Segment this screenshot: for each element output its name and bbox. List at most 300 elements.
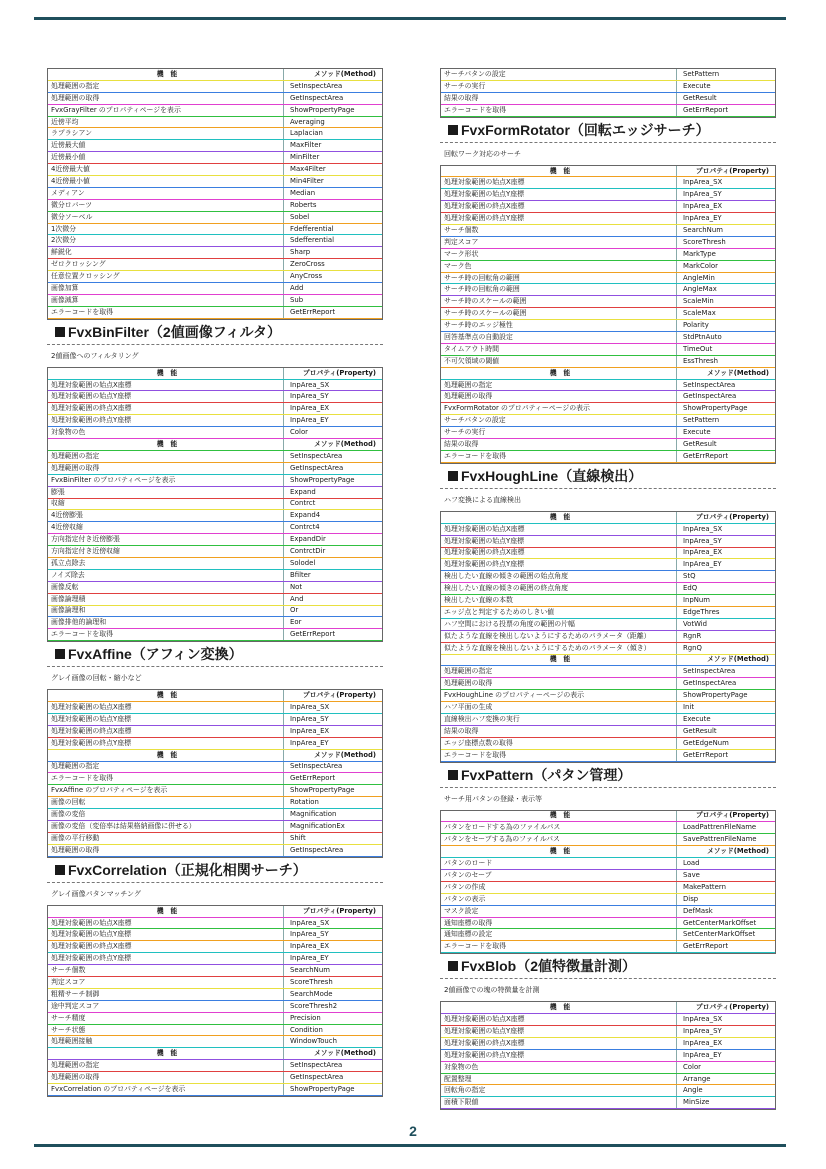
function-name: 回転角の指定: [444, 1086, 486, 1095]
member-name: Sharp: [283, 247, 382, 258]
function-name: 1次微分: [51, 224, 77, 233]
function-name: 処理対象範囲の終点X座標: [444, 202, 525, 211]
table-row: [48, 845, 382, 857]
table-row: [441, 451, 775, 463]
function-name: エラーコードを取得: [444, 750, 507, 759]
function-name: パタンをロードする為のファイルパス: [444, 823, 561, 832]
table-row: [48, 152, 382, 164]
table-row: [441, 201, 775, 213]
table-row: [48, 977, 382, 989]
table-row: [48, 965, 382, 977]
member-name: InpArea_EY: [676, 213, 775, 224]
member-name: InpArea_EY: [676, 1050, 775, 1061]
table-row: [441, 320, 775, 332]
member-name: Execute: [676, 427, 775, 438]
member-name: ScoreThresh: [283, 977, 382, 988]
table-row: [48, 271, 382, 283]
member-name: ScoreThresh: [676, 237, 775, 248]
member-name: VotWid: [676, 619, 775, 630]
table-row: [48, 918, 382, 930]
member-name: InpArea_SY: [283, 929, 382, 940]
left-column: [47, 68, 383, 1097]
member-name: Sobel: [283, 212, 382, 223]
member-name: MarkType: [676, 249, 775, 260]
table-row: [441, 391, 775, 403]
member-name: GetErrReport: [283, 629, 382, 640]
member-name: ShowPropertyPage: [676, 690, 775, 701]
header-function-label: 機 能: [549, 166, 571, 175]
function-name: FvxCorrelation のプロパティページを表示: [51, 1084, 186, 1093]
function-name: サーチ時の回転角の範囲: [444, 273, 520, 282]
table-row: [48, 797, 382, 809]
header-member-label: プロパティ(Property): [676, 512, 775, 523]
section-title: [47, 642, 383, 667]
table-row: [441, 81, 775, 93]
member-name: MakePattern: [676, 882, 775, 893]
spec-table: [440, 165, 776, 464]
spec-table: [47, 905, 383, 1097]
table-row: [441, 583, 775, 595]
member-name: EssThresh: [676, 356, 775, 367]
function-name: 処理範囲接触: [51, 1037, 93, 1046]
function-name: 処理対象範囲の終点X座標: [51, 942, 132, 951]
table-row: [48, 176, 382, 188]
function-name: 似たような直線を検出しないようにするためのパラメータ（距離）: [444, 631, 651, 640]
function-name: 処理対象範囲の始点Y座標: [444, 1026, 525, 1035]
spec-table: [440, 511, 776, 763]
table-row: [48, 1025, 382, 1037]
table-row: [441, 225, 775, 237]
table-row: [441, 1014, 775, 1026]
section-title-text: FvxHoughLine（直線検出）: [461, 467, 643, 484]
member-name: InpArea_EX: [676, 201, 775, 212]
member-name: Rotation: [283, 797, 382, 808]
function-name: エラーコードを取得: [51, 307, 114, 316]
member-name: GetInspectArea: [283, 93, 382, 104]
header-member-label: メソッド(Method): [676, 368, 775, 379]
function-name: 処理範囲の指定: [51, 1061, 100, 1070]
table-row: [441, 548, 775, 560]
section-title: [440, 954, 776, 979]
table-row: [441, 834, 775, 846]
table-row: [48, 522, 382, 534]
function-name: 処理範囲の指定: [51, 762, 100, 771]
header-function-label: 機 能: [549, 847, 571, 856]
section-description: 2値画像へのフィルタリング: [51, 351, 139, 360]
table-row: [441, 344, 775, 356]
function-name: 4近傍膨張: [51, 511, 83, 520]
function-name: 処理対象範囲の始点Y座標: [444, 190, 525, 199]
section-description: ハフ変換による直線検出: [444, 495, 521, 504]
table-row: [48, 415, 382, 427]
function-name: サーチ時のエッジ極性: [444, 321, 513, 330]
function-name: ハフ空間における投票の角度の範囲の片幅: [444, 619, 575, 628]
header-function-label: 機 能: [549, 811, 571, 820]
function-name: エラーコードを取得: [51, 630, 114, 639]
member-name: InpArea_EY: [283, 738, 382, 749]
section-title-text: FvxBlob（2値特徴量計測）: [461, 958, 637, 975]
function-name: 処理範囲の取得: [51, 93, 100, 102]
table-row: [48, 391, 382, 403]
function-name: 処理範囲の取得: [51, 463, 100, 472]
header-member-label: プロパティ(Property): [283, 906, 382, 917]
member-name: InpArea_EX: [283, 403, 382, 414]
member-name: InpArea_SY: [283, 714, 382, 725]
table-row: [48, 235, 382, 247]
function-name: 途中判定スコア: [51, 1001, 100, 1010]
function-name: 孤立点除去: [51, 558, 86, 567]
member-name: Or: [283, 606, 382, 617]
section-description: 2値画像での塊の特徴量を計測: [444, 986, 540, 995]
function-name: 処理対象範囲の始点X座標: [444, 1015, 525, 1024]
function-name: 処理対象範囲の終点Y座標: [51, 738, 132, 747]
table-row: [48, 570, 382, 582]
member-name: Expand4: [283, 510, 382, 521]
header-function-label: 機 能: [549, 1003, 571, 1012]
table-row: [441, 189, 775, 201]
table-row: [441, 380, 775, 392]
table-row: [441, 918, 775, 930]
function-name: サーチの実行: [444, 428, 486, 437]
member-name: SetCenterMarkOffset: [676, 929, 775, 940]
function-name: 面積下限値: [444, 1098, 479, 1107]
table-row: [48, 714, 382, 726]
table-row: [48, 451, 382, 463]
section-title-text: FvxCorrelation（正規化相関サーチ）: [68, 861, 307, 878]
table-row: [441, 69, 775, 81]
function-name: 粗精サーチ制御: [51, 989, 100, 998]
table-row: [48, 546, 382, 558]
function-name: 4近傍収縮: [51, 523, 83, 532]
function-name: 近傍最大値: [51, 141, 86, 150]
member-name: InpArea_SY: [676, 189, 775, 200]
spec-table: [47, 367, 383, 642]
function-name: 通知座標の設定: [444, 930, 493, 939]
table-row: [48, 510, 382, 522]
table-row: [441, 906, 775, 918]
table-row: [441, 571, 775, 583]
table-header-row: [441, 846, 775, 858]
function-name: マーク形状: [444, 249, 479, 258]
function-name: 処理対象範囲の始点X座標: [444, 178, 525, 187]
function-name: サーチ個数: [444, 225, 479, 234]
member-name: GetCenterMarkOffset: [676, 918, 775, 929]
member-name: EdgeThres: [676, 607, 775, 618]
spec-table: [440, 1001, 776, 1110]
function-name: エラーコードを取得: [444, 451, 507, 460]
member-name: InpArea_SX: [676, 524, 775, 535]
table-row: [48, 140, 382, 152]
table-row: [48, 128, 382, 140]
table-row: [48, 117, 382, 129]
section-description: 回転ワーク対応のサーチ: [444, 149, 521, 158]
table-row: [441, 273, 775, 285]
page-number: 2: [409, 1123, 417, 1139]
function-name: 微分ロバーツ: [51, 200, 93, 209]
table-row: [441, 702, 775, 714]
table-row: [441, 941, 775, 953]
section-title-text: FvxPattern（パタン管理）: [461, 766, 632, 783]
table-row: [48, 164, 382, 176]
member-name: Averaging: [283, 117, 382, 128]
function-name: サーチパタンの設定: [444, 69, 506, 78]
header-function-label: 機 能: [156, 368, 178, 377]
table-row: [48, 224, 382, 236]
function-name: 直線検出ハフ変換の実行: [444, 714, 520, 723]
function-name: 4近傍最大値: [51, 165, 90, 174]
table-row: [48, 534, 382, 546]
member-name: InpArea_SY: [283, 391, 382, 402]
table-row: [441, 1097, 775, 1109]
function-name: サーチ精度: [51, 1013, 86, 1022]
function-name: 処理対象範囲の終点X座標: [444, 1038, 525, 1047]
table-row: [48, 558, 382, 570]
member-name: Laplacian: [283, 128, 382, 139]
table-row: [48, 403, 382, 415]
table-row: [441, 894, 775, 906]
table-row: [48, 726, 382, 738]
function-name: 不可欠領域の閾値: [444, 356, 500, 365]
member-name: AngleMax: [676, 284, 775, 295]
member-name: InpArea_EX: [676, 1038, 775, 1049]
table-row: [441, 284, 775, 296]
function-name: 処理対象範囲の始点Y座標: [444, 536, 525, 545]
member-name: RgnQ: [676, 643, 775, 654]
table-row: [441, 427, 775, 439]
member-name: Solodel: [283, 558, 382, 569]
function-name: 近傍平均: [51, 117, 79, 126]
member-name: ShowPropertyPage: [283, 475, 382, 486]
member-name: InpArea_EX: [283, 726, 382, 737]
member-name: InpArea_EY: [283, 415, 382, 426]
table-row: [441, 870, 775, 882]
table-row: [441, 439, 775, 451]
header-member-label: メソッド(Method): [283, 69, 382, 80]
member-name: SavePattrenFileName: [676, 834, 775, 845]
member-name: GetInspectArea: [676, 678, 775, 689]
function-name: 処理対象範囲の終点X座標: [51, 726, 132, 735]
table-row: [48, 785, 382, 797]
function-name: 処理対象範囲の終点Y座標: [51, 416, 132, 425]
table-row: [441, 559, 775, 571]
member-name: Add: [283, 283, 382, 294]
member-name: Init: [676, 702, 775, 713]
function-name: 収縮: [51, 499, 65, 508]
table-row: [48, 594, 382, 606]
function-name: 処理対象範囲の始点X座標: [51, 380, 132, 389]
function-name: 処理範囲の取得: [444, 679, 493, 688]
table-row: [441, 1026, 775, 1038]
member-name: ShowPropertyPage: [283, 785, 382, 796]
bottom-rule: [34, 1144, 786, 1147]
table-row: [441, 403, 775, 415]
member-name: InpArea_EX: [283, 941, 382, 952]
table-row: [441, 738, 775, 750]
section-title-text: FvxFormRotator（回転エッジサーチ）: [461, 121, 710, 138]
member-name: Bfilter: [283, 570, 382, 581]
member-name: SetInspectArea: [676, 380, 775, 391]
function-name: パタンのセーブ: [444, 870, 492, 879]
function-name: 処理対象範囲の始点Y座標: [51, 930, 132, 939]
function-name: 判定スコア: [444, 237, 479, 246]
member-name: Angle: [676, 1085, 775, 1096]
function-name: エッジ点と判定するためのしきい値: [444, 607, 555, 616]
member-name: And: [283, 594, 382, 605]
table-header-row: [48, 750, 382, 762]
member-name: RgnR: [676, 631, 775, 642]
function-name: 方向指定付き近傍収縮: [51, 547, 120, 556]
function-name: FvxHoughLine のプロパティーページの表示: [444, 691, 585, 700]
member-name: DefMask: [676, 906, 775, 917]
function-name: 画像論理和: [51, 606, 86, 615]
table-row: [48, 1060, 382, 1072]
member-name: Color: [676, 1062, 775, 1073]
table-row: [48, 380, 382, 392]
table-row: [48, 1036, 382, 1048]
header-function-label: 機 能: [156, 1049, 178, 1058]
function-name: 結果の取得: [444, 93, 479, 102]
spec-table: [440, 68, 776, 118]
function-name: メディアン: [51, 188, 85, 197]
member-name: GetEdgeNum: [676, 738, 775, 749]
member-name: SetInspectArea: [283, 451, 382, 462]
table-row: [441, 415, 775, 427]
function-name: 鮮鋭化: [51, 248, 72, 257]
function-name: 検出したい直線の本数: [444, 596, 513, 605]
table-row: [441, 714, 775, 726]
table-row: [441, 595, 775, 607]
function-name: 処理範囲の取得: [444, 392, 493, 401]
member-name: Min4Filter: [283, 176, 382, 187]
function-name: エラーコードを取得: [444, 105, 507, 114]
member-name: Eor: [283, 617, 382, 628]
section-title: [440, 464, 776, 489]
table-row: [441, 524, 775, 536]
member-name: GetErrReport: [676, 451, 775, 462]
table-row: [441, 308, 775, 320]
table-row: [48, 247, 382, 259]
table-row: [48, 1072, 382, 1084]
table-row: [441, 631, 775, 643]
square-bullet-icon: [448, 770, 458, 780]
member-name: Sdefferential: [283, 235, 382, 246]
member-name: GetResult: [676, 726, 775, 737]
header-member-label: メソッド(Method): [676, 655, 775, 666]
member-name: InpNum: [676, 595, 775, 606]
table-row: [441, 726, 775, 738]
table-row: [441, 237, 775, 249]
function-name: 近傍最小値: [51, 153, 86, 162]
table-row: [48, 833, 382, 845]
table-row: [441, 536, 775, 548]
header-member-label: メソッド(Method): [676, 846, 775, 857]
function-name: エッジ座標点数の取得: [444, 738, 513, 747]
table-row: [48, 307, 382, 319]
table-row: [48, 487, 382, 499]
member-name: WindowTouch: [283, 1036, 382, 1047]
function-name: 処理範囲の指定: [51, 81, 100, 90]
table-row: [441, 93, 775, 105]
member-name: SetInspectArea: [283, 81, 382, 92]
header-function-label: 機 能: [549, 512, 571, 521]
header-function-label: 機 能: [156, 750, 178, 759]
member-name: ContrctDir: [283, 546, 382, 557]
member-name: InpArea_SX: [676, 1014, 775, 1025]
table-header-row: [48, 368, 382, 380]
function-name: 処理対象範囲の終点Y座標: [444, 560, 525, 569]
function-name: 判定スコア: [51, 977, 86, 986]
table-row: [441, 1050, 775, 1062]
function-name: 画像の変倍: [51, 810, 86, 819]
function-name: サーチ状態: [51, 1025, 86, 1034]
function-name: パタンのロード: [444, 859, 493, 868]
table-row: [441, 690, 775, 702]
table-row: [441, 750, 775, 762]
function-name: 膨張: [51, 487, 65, 496]
section-description: サーチ用パタンの登録・表示等: [444, 794, 542, 803]
table-row: [441, 929, 775, 941]
function-name: ラプラシアン: [51, 129, 93, 138]
table-header-row: [441, 1002, 775, 1014]
function-name: サーチ時の回転角の範囲: [444, 285, 520, 294]
member-name: Roberts: [283, 200, 382, 211]
square-bullet-icon: [55, 865, 65, 875]
table-row: [48, 81, 382, 93]
function-name: 配置整理: [444, 1074, 472, 1083]
function-name: FvxGrayFilter のプロパティページを表示: [51, 105, 181, 114]
function-name: FvxFormRotator のプロパティーページの表示: [444, 404, 590, 413]
member-name: Load: [676, 858, 775, 869]
function-name: タイムアウト時間: [444, 344, 499, 353]
header-function-label: 機 能: [549, 655, 571, 664]
table-row: [48, 821, 382, 833]
table-header-row: [441, 811, 775, 823]
member-name: Sub: [283, 295, 382, 306]
function-name: 通知座標の取得: [444, 918, 493, 927]
member-name: LoadPattrenFileName: [676, 822, 775, 833]
member-name: Arrange: [676, 1074, 775, 1085]
function-name: ゼロクロッシング: [51, 260, 106, 269]
function-name: 処理対象範囲の始点X座標: [51, 918, 132, 927]
table-row: [48, 762, 382, 774]
table-row: [441, 296, 775, 308]
member-name: GetErrReport: [676, 941, 775, 952]
table-row: [441, 356, 775, 368]
table-row: [48, 259, 382, 271]
function-name: サーチの実行: [444, 81, 486, 90]
header-member-label: メソッド(Method): [283, 750, 382, 761]
section-title: [47, 320, 383, 345]
member-name: GetInspectArea: [676, 391, 775, 402]
square-bullet-icon: [448, 471, 458, 481]
function-name: 方向指定付き近傍膨張: [51, 535, 120, 544]
function-name: サーチ時のスケールの範囲: [444, 309, 527, 318]
header-member-label: プロパティ(Property): [676, 811, 775, 822]
function-name: 対象物の色: [51, 428, 86, 437]
function-name: パタンの表示: [444, 894, 486, 903]
header-function-label: 機 能: [549, 368, 571, 377]
table-row: [48, 295, 382, 307]
member-name: Condition: [283, 1025, 382, 1036]
member-name: SetInspectArea: [283, 1060, 382, 1071]
function-name: 画像の回転: [51, 798, 86, 807]
member-name: GetErrReport: [676, 750, 775, 761]
table-row: [441, 1085, 775, 1097]
member-name: ZeroCross: [283, 259, 382, 270]
section-title: [440, 763, 776, 788]
member-name: AnyCross: [283, 271, 382, 282]
function-name: マーク色: [444, 261, 472, 270]
